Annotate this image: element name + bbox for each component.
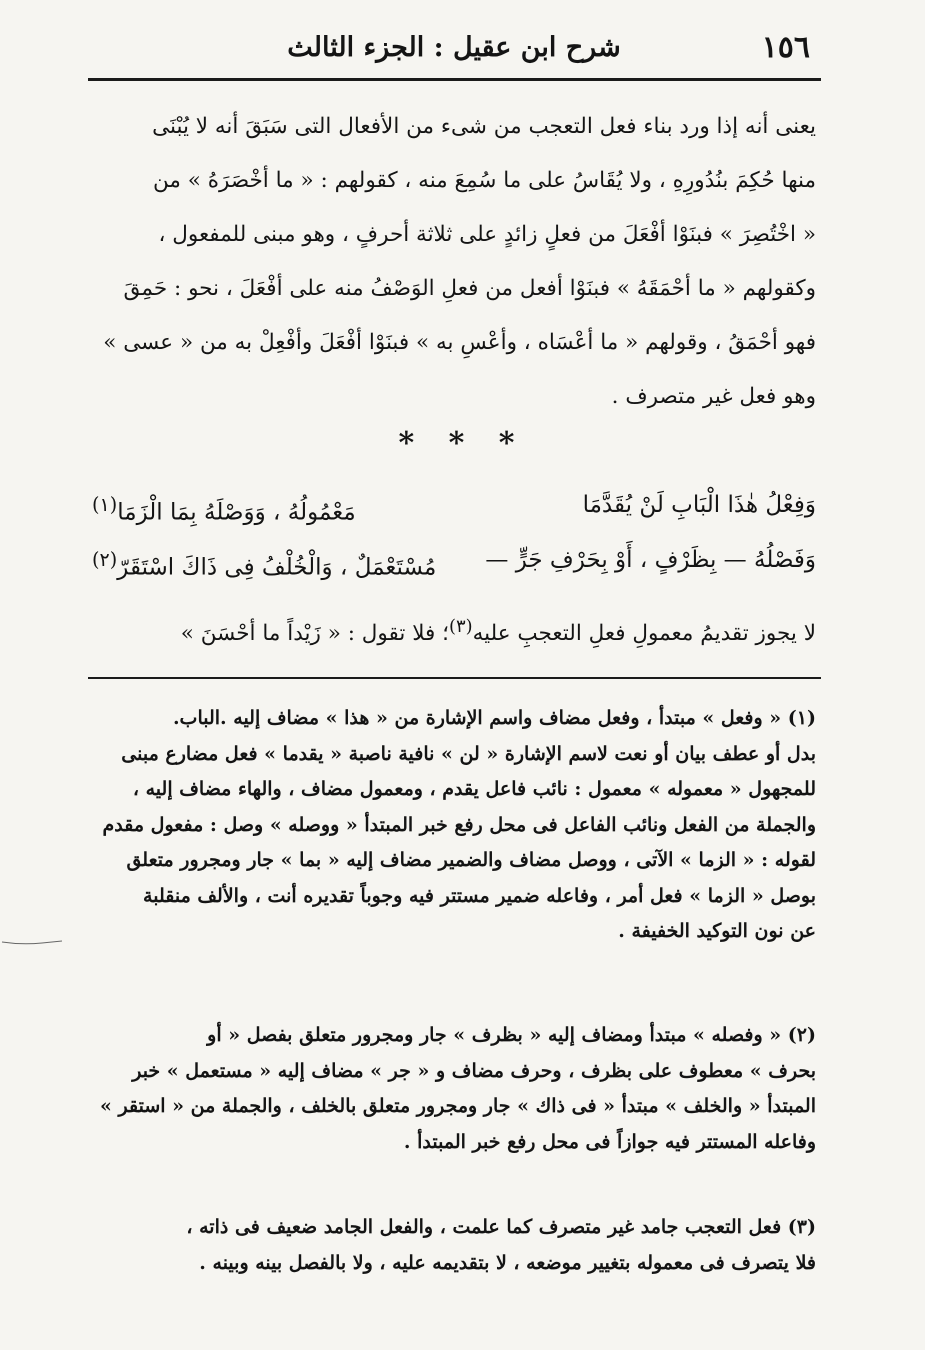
footnote-line: فلا يتصرف فى معموله بتغيير موضعه ، لا بتقديمه عليه ، ولا بالفصل بينه وبينه . [199,1251,816,1274]
footnote-line: وفاعله المستتر فيه جوازاً فى محل رفع خبر المبتدأ . [403,1130,816,1153]
page-number: ١٥٦ [761,30,810,65]
footnote-line: بدل أو عطف بيان أو نعت لاسم الإشارة « لن » نافية ناصبة « يقدما » فعل مضارع مبنى [121,742,816,765]
footnote-marker: (٢) [92,548,118,571]
footnote-3 [92,1210,816,1281]
verse-second-hemistich [92,485,356,533]
text-line: فهو أحْمَقُ ، وقولهم « ما أعْسَاه ، وأعْسِ به » فبنَوْا أفْعَلَ وأفْعِلْ به من « عسى » [103,330,816,355]
footnote-line: (٣) فعل التعجب جامد غير متصرف كما علمت ، والفعل الجامد ضعيف فى ذاته ، [186,1216,816,1238]
scan-mark [0,938,64,948]
footnote-line: (٢) « وفصله » مبتدأ ومضاف إليه « بظرف » جار ومجرور متعلق بفصل « أو [207,1024,816,1046]
footnote-line: (١) « وفعل » مبتدأ ، وفعل مضاف واسم الإشارة من « هذا » مضاف إليه .الباب. [172,707,816,729]
commentary-line [92,600,816,661]
text-line: منها حُكِمَ بنُدُورِهِ ، ولا يُقَاسُ على ما سُمِعَ منه ، كقولهم : « ما أخْصَرَهُ » من [153,168,816,193]
commentary-text: لا يجوز تقديمُ معمولِ فعلِ التعجبِ عليه [472,621,816,647]
section-separator: * * * [398,426,527,461]
verse-first-hemistich: وَفِعْلُ هٰذَا الْبَابِ لَنْ يُقَدَّمَا [582,492,816,518]
footnote-line: عن نون التوكيد الخفيفة . [618,920,816,942]
verse-first-hemistich: وَفَصْلُهُ — بِظَرْفٍ ، أَوْ بِحَرْفِ جَرٍّ — [485,547,816,573]
verse-line [92,540,816,580]
footnote-rule [88,677,821,679]
footnote-line: والجملة من الفعل ونائب الفاعل فى محل رفع خبر المبتدأ « ووصله » وصل : مفعول مقدم [102,813,816,836]
footnote-line: بحرف » معطوف على بظرف ، وحرف مضاف و « جر » مضاف إليه « مستعمل » خبر [132,1059,816,1082]
footnote-2 [92,1018,816,1160]
verse-text: مَعْمُولُهُ ، وَوَصْلَهُ بِمَا الْزَمَا [117,499,356,526]
text-line: وهو فعل غير متصرف . [611,384,816,409]
text-line: وكقولهم « ما أحْمَقَهُ » فبنَوْا أفعل من فعلِ الوَصْفُ منه على أفْعَلَ ، نحو : حَمِقَ [123,276,816,301]
footnote-line: المبتدأ « والخلف » مبتدأ « فى ذاك » جار ومجرور متعلق بالخلف ، والجملة من « استقر » [100,1095,816,1117]
running-title: شرح ابن عقيل : الجزء الثالث [287,32,621,63]
footnote-1 [92,701,816,950]
page-header [88,22,820,72]
commentary-text: ؛ فلا تقول : « زَيْداً ما أحْسَنَ » [180,621,449,647]
footnote-line: للمجهول « معموله » معمول : نائب فاعل يقدم ، ومعمول مضاف ، والهاء مضاف إليه ، [132,778,816,800]
footnote-line: بوصل « الزما » فعل أمر ، وفاعله ضمير مستتر فيه وجوباً تقديره أنت ، والألف منقلبة [143,884,816,907]
text-line: « اخْتُصِرَ » فبنَوْا أفْعَلَ من فعلٍ زائدٍ على ثلاثة أحرفٍ ، وهو مبنى للمفعول ، [158,222,816,247]
verse-second-hemistich [92,540,436,588]
header-rule [88,78,821,81]
verse-text: مُسْتَعْمَلٌ ، وَالْخُلْفُ فِى ذَاكَ اسْتَقَرّ [117,554,437,581]
footnote-marker: (١) [92,493,118,516]
verse-line [92,485,816,525]
text-line: يعنى أنه إذا ورد بناء فعل التعجب من شىء من الأفعال التى سَبَقَ أنه لا يُبْنَى [152,114,816,139]
footnote-line: لقوله : « الزما » الآتى ، ووصل مضاف والضمير مضاف إليه « بما » جار ومجرور متعلق [126,849,816,871]
footnote-marker: (٣) [449,616,473,637]
main-text [92,100,816,424]
